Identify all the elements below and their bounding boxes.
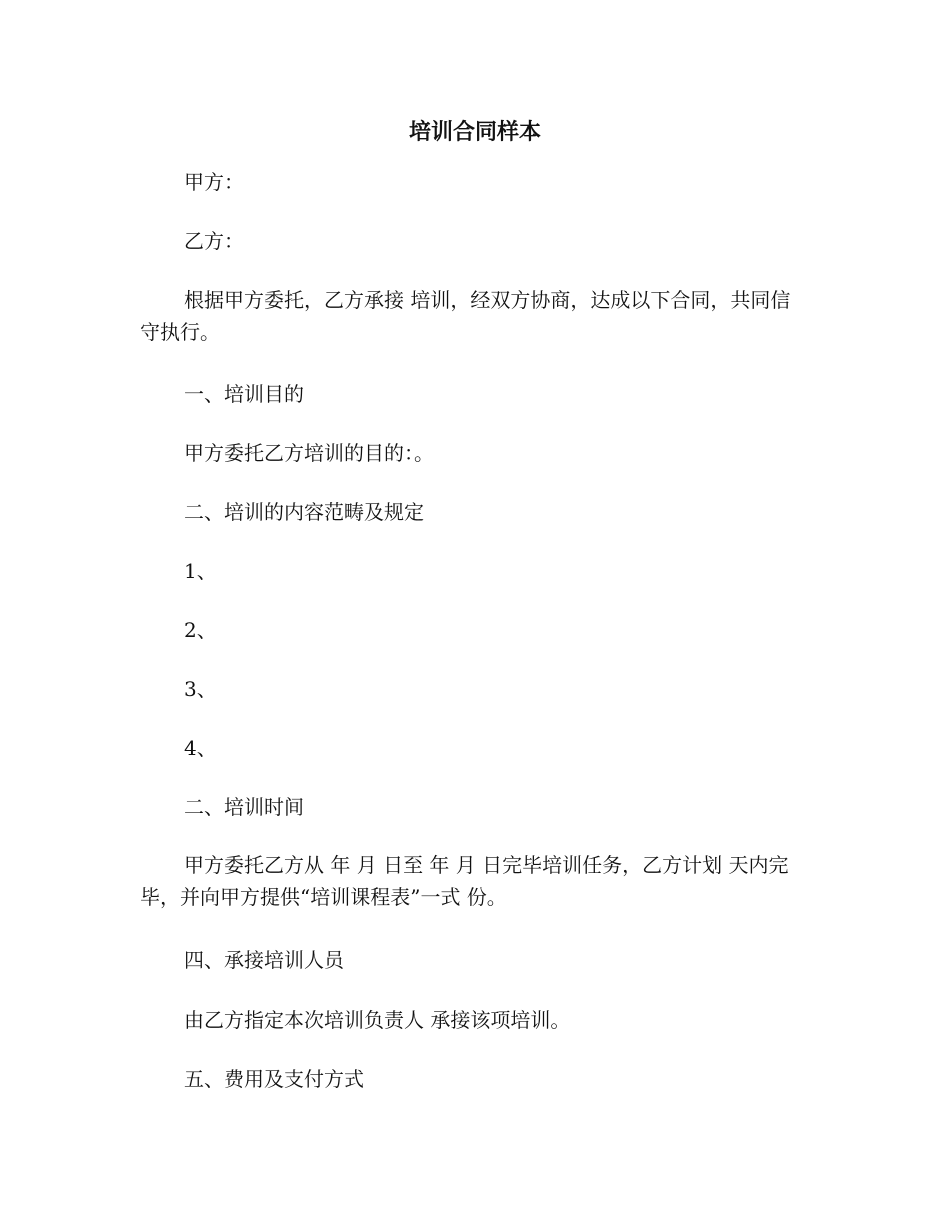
list-item: 1、 [184, 559, 217, 583]
party-a-line: 甲方： [184, 170, 244, 194]
list-item: 3、 [184, 677, 217, 701]
intro-paragraph: 根据甲方委托，乙方承接 培训，经双方协商，达成以下合同，共同信守执行。 [140, 288, 791, 344]
section-heading-content: 二、培训的内容范畴及规定 [184, 500, 424, 524]
section-body-purpose: 甲方委托乙方培训的目的：。 [184, 441, 434, 465]
section-heading-fees: 五、费用及支付方式 [184, 1067, 364, 1091]
section-heading-time: 二、培训时间 [184, 795, 304, 819]
party-b-line: 乙方： [184, 229, 244, 253]
list-item: 4、 [184, 736, 217, 760]
section-body-staff: 由乙方指定本次培训负责人 承接该项培训。 [184, 1008, 571, 1032]
document-title: 培训合同样本 [408, 119, 541, 145]
list-item: 2、 [184, 618, 217, 642]
section-heading-purpose: 一、培训目的 [184, 382, 304, 406]
section-heading-staff: 四、承接培训人员 [184, 948, 344, 972]
section-body-time: 甲方委托乙方从 年 月 日至 年 月 日完毕培训任务，乙方计划 天内完毕，并向甲方提供“培训课程表”一式 份。 [140, 853, 789, 909]
